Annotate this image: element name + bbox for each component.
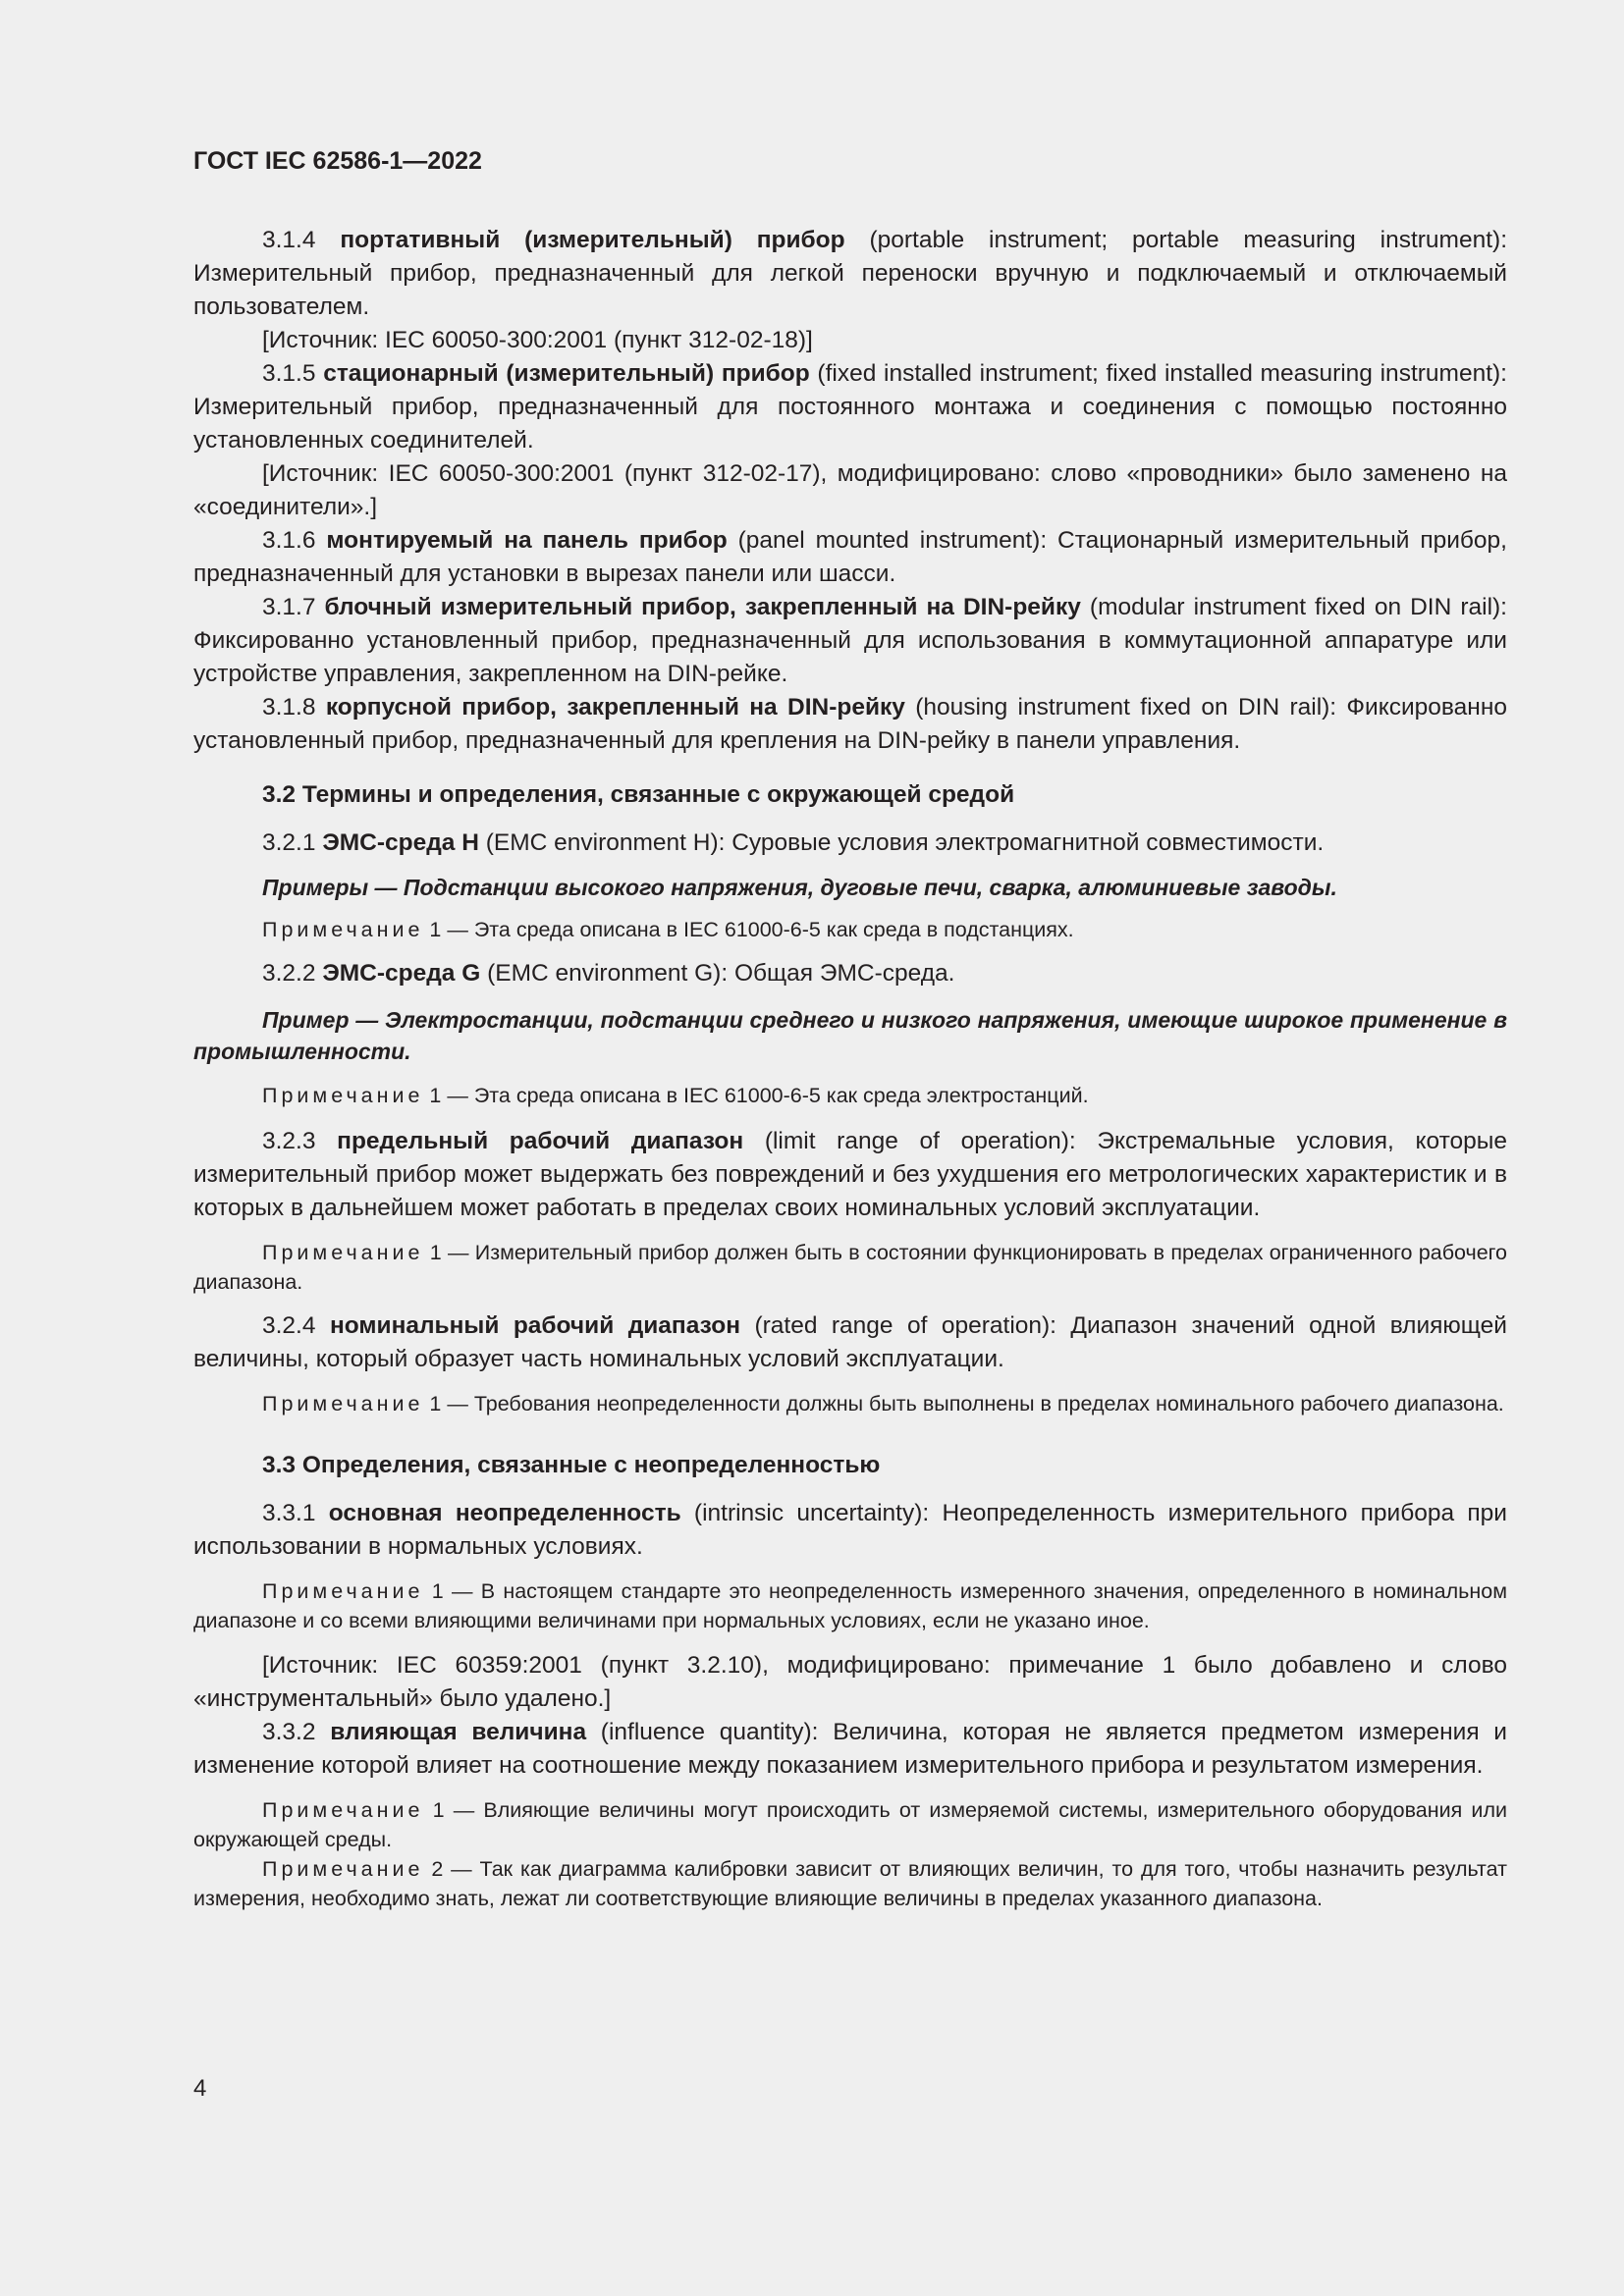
term-3-1-8: 3.1.8 корпусной прибор, закрепленный на DIN-рейку (housing instrument fixed on DIN rail): Фиксированно установленный прибор, предназначенный для крепления на DIN-рейку в панели управления. — [193, 694, 1507, 754]
note: Примечание 1 — Влияющие величины могут происходить от измеряемой системы, измерительного оборудования или окружающей среды. — [193, 1798, 1507, 1851]
note: Примечание 1 — Эта среда описана в IEC 61000-6-5 как среда электростанций. — [262, 1084, 1089, 1107]
source-reference: [Источник: IEC 60050-300:2001 (пункт 312-02-17), модифицировано: слово «проводники» было заменено на «соединители».] — [193, 460, 1507, 520]
term-3-3-1: 3.3.1 основная неопределенность (intrinsic uncertainty): Неопределенность измерительного прибора при использовании в нормальных условиях. — [193, 1500, 1507, 1560]
source-reference: [Источник: IEC 60050-300:2001 (пункт 312-02-18)] — [262, 327, 813, 353]
note: Примечание 1 — Требования неопределенности должны быть выполнены в пределах номинального рабочего диапазона. — [262, 1392, 1504, 1415]
term-3-2-4: 3.2.4 номинальный рабочий диапазон (rated range of operation): Диапазон значений одной влияющей величины, который образует часть номинальных условий эксплуатации. — [193, 1312, 1507, 1372]
document-body — [193, 224, 1507, 1913]
term-3-2-2: 3.2.2 ЭМС-среда G (EMC environment G): Общая ЭМС-среда. — [262, 960, 955, 987]
section-heading-3-2: 3.2 Термины и определения, связанные с окружающей средой — [262, 781, 1015, 808]
term-3-1-5: 3.1.5 стационарный (измерительный) прибор (fixed installed instrument; fixed installed measuring instrument): Измерительный прибор, предназначенный для постоянного монтажа и соединения с помощью постоянно установленных соединителей. — [193, 360, 1507, 454]
term-3-2-1: 3.2.1 ЭМС-среда H (EMC environment H): Суровые условия электромагнитной совместимости. — [262, 829, 1325, 856]
page-number: 4 — [193, 2075, 207, 2102]
example-text: Примеры — Подстанции высокого напряжения, дуговые печи, сварка, алюминиевые заводы. — [262, 875, 1337, 900]
note: Примечание 1 — Эта среда описана в IEC 61000-6-5 как среда в подстанциях. — [262, 918, 1074, 941]
term-3-3-2: 3.3.2 влияющая величина (influence quantity): Величина, которая не является предметом измерения и изменение которой влияет на соотношение между показанием измерительного прибора и результатом измерения. — [193, 1719, 1507, 1779]
term-3-1-4: 3.1.4 портативный (измерительный) прибор (portable instrument; portable measuring instrument): Измерительный прибор, предназначенный для легкой переноски вручную и подключаемый и отключаемый пользователем. — [193, 227, 1507, 320]
note: Примечание 1 — Измерительный прибор должен быть в состоянии функционировать в пределах ограниченного рабочего диапазона. — [193, 1241, 1507, 1294]
source-reference: [Источник: IEC 60359:2001 (пункт 3.2.10), модифицировано: примечание 1 было добавлено и слово «инструментальный» было удалено.] — [193, 1652, 1507, 1712]
term-3-1-7: 3.1.7 блочный измерительный прибор, закрепленный на DIN-рейку (modular instrument fixed on DIN rail): Фиксированно установленный прибор, предназначенный для использования в коммутационной аппаратуре или устройстве управления, закрепленном на DIN-рейке. — [193, 594, 1507, 687]
note: Примечание 2 — Так как диаграмма калибровки зависит от влияющих величин, то для того, чтобы назначить результат измерения, необходимо знать, лежат ли соответствующие влияющие величины в пределах указанного диапазона. — [193, 1857, 1507, 1910]
term-3-2-3: 3.2.3 предельный рабочий диапазон (limit range of operation): Экстремальные условия, которые измерительный прибор может выдержать без повреждений и без ухудшения его метрологических характеристик и в которых в дальнейшем может работать в пределах своих номинальных условий эксплуатации. — [193, 1128, 1508, 1221]
page-header: ГОСТ IEC 62586-1—2022 — [193, 147, 482, 175]
note: Примечание 1 — В настоящем стандарте это неопределенность измеренного значения, определенного в номинальном диапазоне и со всеми влияющими величинами при нормальных условиях, если не указано иное. — [193, 1579, 1507, 1632]
example-text: Пример — Электростанции, подстанции среднего и низкого напряжения, имеющие широкое применение в промышленности. — [193, 1007, 1507, 1064]
term-3-1-6: 3.1.6 монтируемый на панель прибор (panel mounted instrument): Стационарный измерительный прибор, предназначенный для установки в вырезах панели или шасси. — [193, 527, 1507, 587]
section-heading-3-3: 3.3 Определения, связанные с неопределенностью — [262, 1452, 881, 1478]
